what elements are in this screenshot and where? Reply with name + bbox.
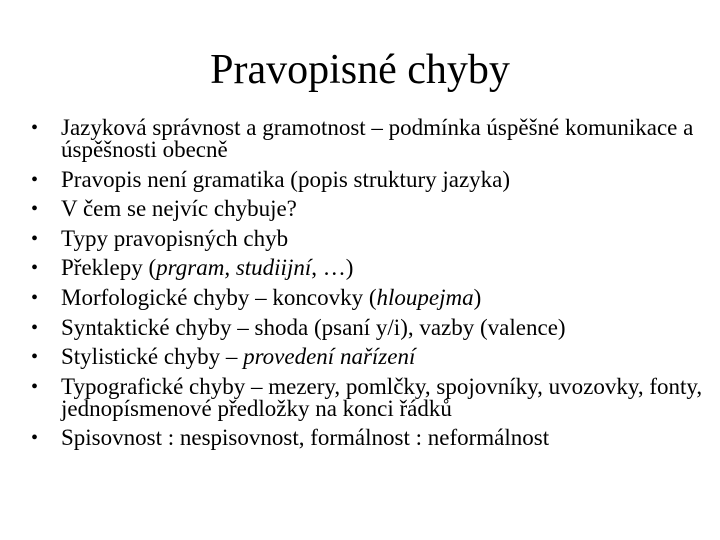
- bullet-text: V čem se nejvíc chybuje?: [61, 196, 297, 222]
- bullet-dot-icon: •: [31, 257, 39, 280]
- bullet-text: Pravopis není gramatika (popis struktury jazyka): [61, 166, 511, 192]
- bullet-item: [28, 284, 708, 310]
- bullet-text-italic: provedení nařízení: [243, 344, 416, 370]
- bullet-item: [28, 166, 708, 192]
- bullet-dot-icon: •: [31, 316, 39, 339]
- bullet-text: Spisovnost : nespisovnost, formálnost : neformálnost: [61, 425, 550, 451]
- bullet-dot-icon: •: [31, 227, 39, 250]
- bullet-text: Typy pravopisných chyb: [61, 225, 289, 251]
- bullet-item: [28, 373, 708, 421]
- bullet-list: [28, 117, 708, 457]
- bullet-text: , …): [311, 255, 354, 281]
- bullet-item: [28, 314, 708, 340]
- bullet-text: Stylistické chyby –: [61, 344, 244, 370]
- bullet-dot-icon: •: [31, 168, 39, 191]
- bullet-item: [28, 427, 708, 449]
- bullet-dot-icon: •: [31, 117, 39, 139]
- bullet-text: Typografické chyby – mezery, pomlčky, spojovníky, uvozovky, fonty, jednopísmenové předložky na konci řádků: [61, 373, 703, 421]
- bullet-item: [28, 346, 708, 368]
- bullet-text: Jazyková správnost a gramotnost – podmínka úspěšné komunikace a úspěšnosti obecně: [61, 115, 694, 162]
- bullet-dot-icon: •: [31, 427, 39, 450]
- bullet-dot-icon: •: [31, 286, 39, 309]
- bullet-item: [28, 198, 708, 220]
- bullet-text: Překlepy (: [61, 255, 157, 281]
- bullet-item: [28, 117, 708, 161]
- bullet-dot-icon: •: [31, 198, 39, 221]
- bullet-dot-icon: •: [31, 375, 39, 398]
- bullet-text: Morfologické chyby – koncovky (: [61, 284, 377, 310]
- bullet-text-italic: prgram, studiijní: [156, 255, 312, 281]
- bullet-dot-icon: •: [31, 346, 39, 369]
- bullet-text: ): [473, 284, 482, 310]
- slide-title: Pravopisné chyby: [210, 47, 510, 93]
- bullet-item: [28, 257, 708, 279]
- bullet-text: Syntaktické chyby – shoda (psaní y/i), vazby (valence): [61, 314, 566, 340]
- bullet-text-italic: hloupejma: [376, 284, 474, 310]
- bullet-item: [28, 225, 708, 251]
